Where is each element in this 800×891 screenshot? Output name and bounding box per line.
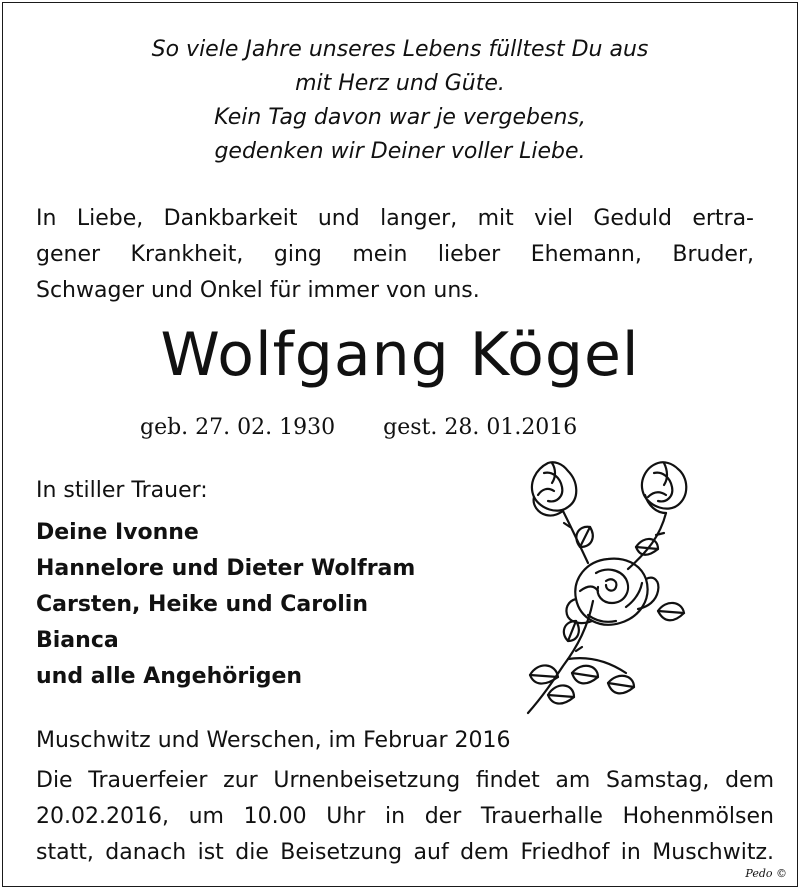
mourner-name: Deine Ivonne [36,520,199,545]
mourner-name: Bianca [36,628,119,653]
memorial-poem [3,33,797,169]
poem-line: Kein Tag davon war je vergebens, [214,105,586,130]
service-line: Die Trauerfeier zur Urnenbeisetzung findet am Samstag, dem [36,768,774,793]
obituary-notice [2,2,798,887]
announcement-text [36,201,754,309]
mourner-name: Carsten, Heike und Carolin [36,592,368,617]
service-line: statt, danach ist die Beisetzung auf dem Friedhof in Muschwitz. [36,840,774,865]
mourner-name: und alle Angehörigen [36,664,303,689]
birth-date: geb. 27. 02. 1930 [140,415,336,440]
place-and-date: Muschwitz und Werschen, im Februar 2016 [36,728,511,753]
announcement-line: gener Krankheit, ging mein lieber Ehemann, Bruder, [36,242,754,267]
poem-line: So viele Jahre unseres Lebens fülltest Du aus [151,37,649,62]
poem-line: gedenken wir Deiner voller Liebe. [214,139,586,164]
service-line: 20.02.2016, um 10.00 Uhr in der Trauerhalle Hohenmölsen [36,804,774,829]
rose-illustration-icon [508,451,708,723]
mourners-list [36,515,415,695]
designer-signature: Pedo © [745,867,787,880]
mourner-name: Hannelore und Dieter Wolfram [36,556,416,581]
life-dates [140,413,577,443]
mourning-label: In stiller Trauer: [36,478,208,503]
death-date: gest. 28. 01.2016 [383,415,578,440]
announcement-line: Schwager und Onkel für immer von uns. [36,278,480,303]
service-details [36,763,774,871]
poem-line: mit Herz und Güte. [295,71,505,96]
deceased-name: Wolfgang Kögel [160,320,640,390]
announcement-line: In Liebe, Dankbarkeit und langer, mit viel Geduld ertra- [36,206,754,231]
